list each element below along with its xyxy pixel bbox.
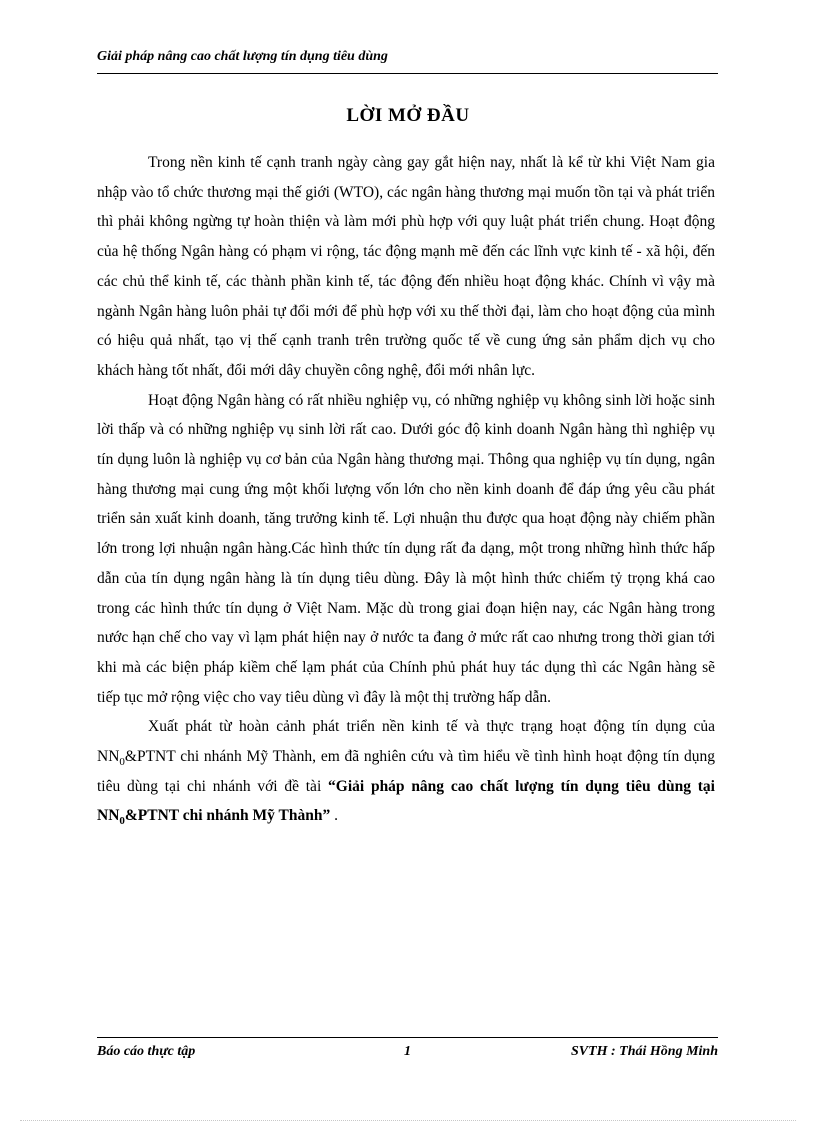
paragraph-2: Hoạt động Ngân hàng có rất nhiều nghiệp vụ, có những nghiệp vụ không sinh lời hoặc sinh lời thấp và có những nghiệp vụ sinh lời rất cao. Dưới góc độ kinh doanh Ngân hàng thì nghiệp vụ tín dụng luôn là nghiệp vụ cơ bản của Ngân hàng thương mại. Thông qua nghiệp vụ tín dụng, ngân hàng thương mại cung ứng một khối lượng vốn lớn cho nền kinh doanh để đáp ứng yêu cầu phát triển sản xuất kinh doanh, tăng trưởng kinh tế. Lợi nhuận thu được qua hoạt động này chiếm phần lớn trong lợi nhuận ngân hàng.Các hình thức tín dụng rất đa dạng, một trong những hình thức hấp dẫn của tín dụng ngân hàng là tín dụng tiêu dùng. Đây là một hình thức chiếm tỷ trọng khá cao trong các hình thức tín dụng ở Việt Nam. Mặc dù trong giai đoạn hiện nay, các Ngân hàng trong nước hạn chế cho vay vì lạm phát hiện nay ở nước ta đang ở mức rất cao nhưng trong thời gian tới khi mà các biện pháp kiềm chế lạm phát của Chính phủ phát huy tác dụng thì các Ngân hàng sẽ tiếp tục mở rộng việc cho vay tiêu dùng vì đây là một thị trường hấp dẫn. <box>97 391 715 706</box>
page-bottom-edge <box>20 1120 796 1121</box>
subscript-zero: 0 <box>119 815 125 828</box>
running-header: Giải pháp nâng cao chất lượng tín dụng tiêu dùng <box>97 49 388 64</box>
subscript-zero: 0 <box>119 756 125 769</box>
footer-author: SVTH : Thái Hồng Minh <box>570 1044 718 1059</box>
page-number: 1 <box>404 1044 411 1059</box>
footer-report-label: Báo cáo thực tập <box>97 1044 196 1059</box>
paragraph-3 <box>97 712 715 831</box>
page-footer <box>97 1044 718 1064</box>
thesis-topic-part2: &PTNT chi nhánh Mỹ Thành” <box>124 807 331 825</box>
paragraph-1: Trong nền kinh tế cạnh tranh ngày càng gay gắt hiện nay, nhất là kể từ khi Việt Nam gia nhập vào tổ chức thương mại thế giới (WTO), các ngân hàng thương mại muốn tồn tại và phát triển thì phải không ngừng tự hoàn thiện và làm mới phù hợp với quy luật phát triển chung. Hoạt động của hệ thống Ngân hàng có phạm vi rộng, tác động mạnh mẽ đến các lĩnh vực kinh tế - xã hội, đến các chủ thể kinh tế, các thành phần kinh tế, tác động đến nhiều hoạt động khác. Chính vì vậy mà ngành Ngân hàng luôn phải tự đổi mới để phù hợp với xu thế thời đại, làm cho hoạt động của mình có hiệu quả nhất, tạo vị thế cạnh tranh trên trường quốc tế về cung ứng sản phẩm dịch vụ cho khách hàng tốt nhất, đổi mới dây chuyền công nghệ, đổi mới nhân lực. <box>97 154 715 379</box>
header-divider <box>97 73 718 74</box>
document-body <box>97 148 715 831</box>
paragraph-3-text-cont: &PTNT chi nhánh Mỹ Thành, em đã nghiên cứu và tìm hiểu về tình hình hoạt động tín dụng tiêu dùng tại chi nhánh với đề tài <box>97 748 715 795</box>
footer-divider <box>97 1037 718 1038</box>
paragraph-3-text: Xuất phát từ hoàn cảnh phát triển nền kinh tế và thực trạng hoạt động tín dụng của NN <box>97 718 715 766</box>
page-title: LỜI MỞ ĐẦU <box>346 105 470 126</box>
thesis-topic-part1: “Giải pháp nâng cao chất lượng tín dụng tiêu dùng tại NN <box>97 777 715 825</box>
paragraph-3-end: . <box>330 807 338 825</box>
